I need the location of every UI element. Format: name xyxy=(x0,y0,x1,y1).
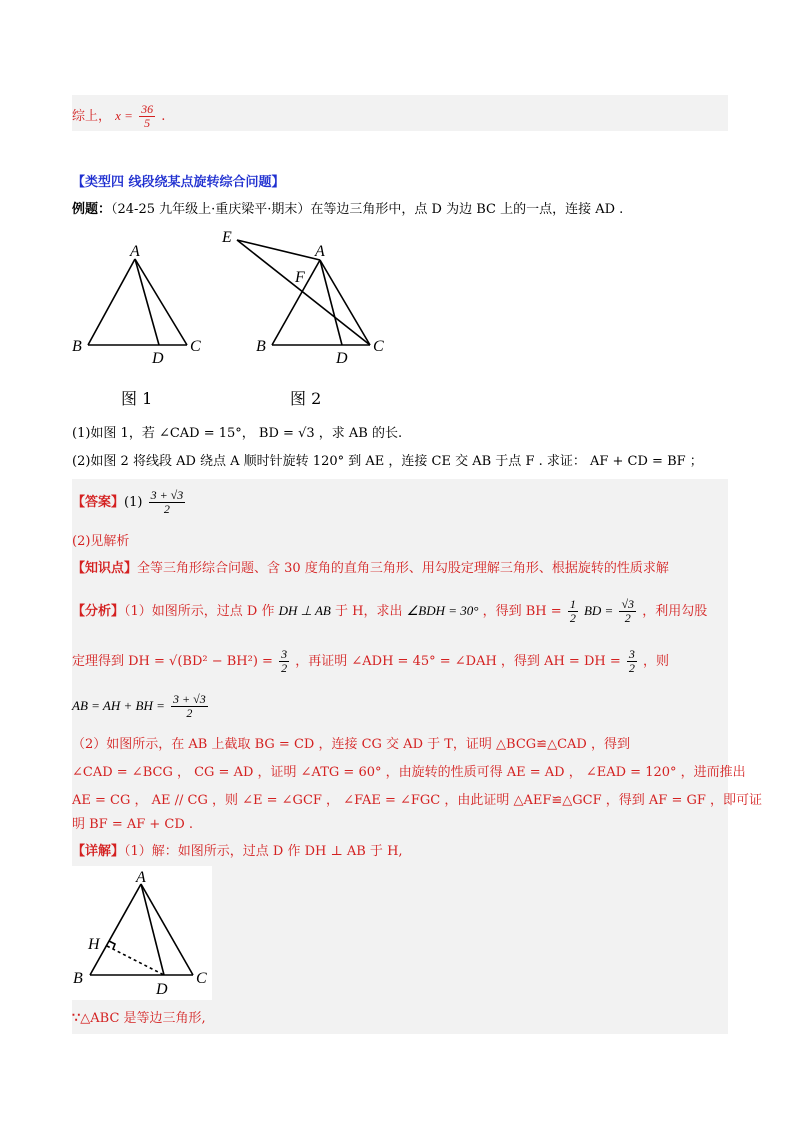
analysis-line-2 xyxy=(72,648,728,675)
conclusion-line xyxy=(72,103,728,130)
final-line xyxy=(72,1010,728,1028)
fraction-numerator: √3 xyxy=(621,597,635,611)
fig1-caption: 图 1 xyxy=(121,389,153,408)
fig2-segment-ad xyxy=(320,260,342,345)
analysis-formula: ∠BDH = 30° xyxy=(406,603,479,618)
example-text: （24-25 九年级上·重庆梁平·期末）在等边三角形中，点 D 为边 BC 上的一点，连接 AD . xyxy=(111,202,624,217)
answer-part2: (2)见解析 xyxy=(72,534,130,549)
fraction-numerator: 36 xyxy=(141,102,154,116)
question-2: (2)如图 2 将线段 AD 绕点 A 顺时针旋转 120° 到 AE ，连接 CE 交 AB 于点 F . 求证： AF + CD = BF ； xyxy=(72,454,703,469)
fraction-numerator: 3 + √3 xyxy=(173,692,206,706)
conclusion-fraction xyxy=(139,103,155,130)
answer-part1-prefix: (1) xyxy=(124,495,143,510)
fig2-label-f: F xyxy=(295,269,305,286)
fig3-label-h: H xyxy=(88,936,100,953)
answer-label: 【答案】 xyxy=(72,495,125,510)
analysis-text: 于 H，求出 xyxy=(335,604,403,619)
fraction-denominator: 2 xyxy=(628,661,635,675)
fig2-label-d: D xyxy=(336,350,348,367)
fig3-label-b: B xyxy=(73,970,83,987)
fraction-denominator: 2 xyxy=(281,661,288,675)
fig2-side-ac xyxy=(320,260,370,345)
answer-line xyxy=(72,489,728,516)
fig1-side-ab xyxy=(88,259,135,345)
analysis-formula: AB = AH + BH = xyxy=(72,698,165,713)
fig3-label-a: A xyxy=(136,869,146,886)
fraction-denominator: 2 xyxy=(569,611,576,625)
analysis-fraction xyxy=(568,598,578,625)
fig2-label-c: C xyxy=(373,338,384,355)
fig3-label-d: D xyxy=(156,981,168,998)
analysis-text: ，利用勾股 xyxy=(642,604,708,619)
fig1-label-a: A xyxy=(130,243,140,260)
analysis-text: ，再证明 ∠ADH = 45° = ∠DAH ，得到 AH = DH = xyxy=(295,654,621,669)
fig3-segment-dh xyxy=(107,946,164,975)
fraction-denominator: 2 xyxy=(624,611,631,625)
analysis-line-4: （2）如图所示，在 AB 上截取 BG = CD ，连接 CG 交 AD 于 T，证明 △BCG≌△CAD ，得到 xyxy=(72,737,630,752)
analysis-fraction xyxy=(279,648,289,675)
fig1-label-c: C xyxy=(190,338,201,355)
analysis-label: 【分析】 xyxy=(72,604,125,619)
analysis-line-6: AE = CG ， AE // CG ，则 ∠E = ∠GCF ， ∠FAE = ∠FGC ，由此证明 △AEF≌△GCF ，得到 AF = GF ，即可证 xyxy=(72,793,763,808)
fig1-segment-ad xyxy=(135,259,159,345)
fig2-label-b: B xyxy=(256,338,266,355)
fig3-side-ac xyxy=(141,884,193,975)
analysis-fraction xyxy=(171,693,208,720)
analysis-formula: BD = xyxy=(583,603,614,618)
fig3-label-c: C xyxy=(196,970,207,987)
fraction-numerator: 3 xyxy=(281,647,288,661)
analysis-text: （1）如图所示，过点 D 作 xyxy=(124,604,275,619)
analysis-line-7: 明 BF = AF + CD . xyxy=(72,817,194,832)
fig2-label-a: A xyxy=(315,243,325,260)
analysis-line-5: ∠CAD = ∠BCG ， CG = AD ，证明 ∠ATG = 60° ，由旋转的性质可得 AE = AD ， ∠EAD = 120° ，进而推出 xyxy=(72,765,746,780)
fig1-label-b: B xyxy=(72,338,82,355)
analysis-fraction xyxy=(627,648,637,675)
figure-1 xyxy=(68,238,218,366)
conclusion-variable: x = xyxy=(115,108,133,123)
knowledge-text: 全等三角形综合问题、含 30 度角的直角三角形、用勾股定理解三角形、根据旋转的性质求解 xyxy=(137,561,669,576)
fraction-numerator: 1 xyxy=(569,597,576,611)
fig2-label-e: E xyxy=(222,229,232,246)
conclusion-end: . xyxy=(161,109,166,124)
conclusion-prefix: 综上， xyxy=(72,109,112,124)
analysis-text: ，则 xyxy=(643,654,670,669)
fraction-numerator: 3 xyxy=(628,647,635,661)
fig2-caption: 图 2 xyxy=(290,389,322,408)
fig3-side-ab xyxy=(90,884,141,975)
question-1: (1)如图 1，若 ∠CAD = 15°， BD = √3 ，求 AB 的长. xyxy=(72,426,403,441)
fraction-denominator: 5 xyxy=(144,116,151,130)
fig3-right-angle-mark xyxy=(109,941,115,949)
fraction-numerator: 3 + √3 xyxy=(150,488,184,502)
example-label: 例题： xyxy=(72,202,112,217)
analysis-formula: DH ⊥ AB xyxy=(278,603,331,618)
fig1-label-d: D xyxy=(152,350,164,366)
knowledge-line xyxy=(72,560,728,578)
detail-line xyxy=(72,843,728,861)
figure-2 xyxy=(218,224,394,369)
detail-label: 【详解】 xyxy=(72,844,125,859)
knowledge-label: 【知识点】 xyxy=(72,561,138,576)
analysis-text: 定理得到 DH = √(BD² − BH²) = xyxy=(72,654,273,669)
fig1-side-ac xyxy=(135,259,187,345)
fraction-denominator: 2 xyxy=(163,502,170,516)
fig3-segment-ad xyxy=(141,884,164,975)
analysis-line-1 xyxy=(72,598,728,625)
fraction-denominator: 2 xyxy=(186,706,193,720)
figure-3 xyxy=(72,866,212,1000)
example-line xyxy=(72,201,728,219)
analysis-line-3 xyxy=(72,693,728,720)
final-text: △ABC 是等边三角形, xyxy=(80,1011,206,1026)
analysis-fraction xyxy=(619,598,636,625)
answer-fraction xyxy=(149,489,186,516)
type-header: 【类型四 线段绕某点旋转综合问题】 xyxy=(72,175,285,190)
detail-text: （1）解：如图所示，过点 D 作 DH ⊥ AB 于 H, xyxy=(124,844,403,859)
analysis-text: ，得到 BH = xyxy=(482,604,562,619)
because-symbol: ∵ xyxy=(72,1011,81,1026)
